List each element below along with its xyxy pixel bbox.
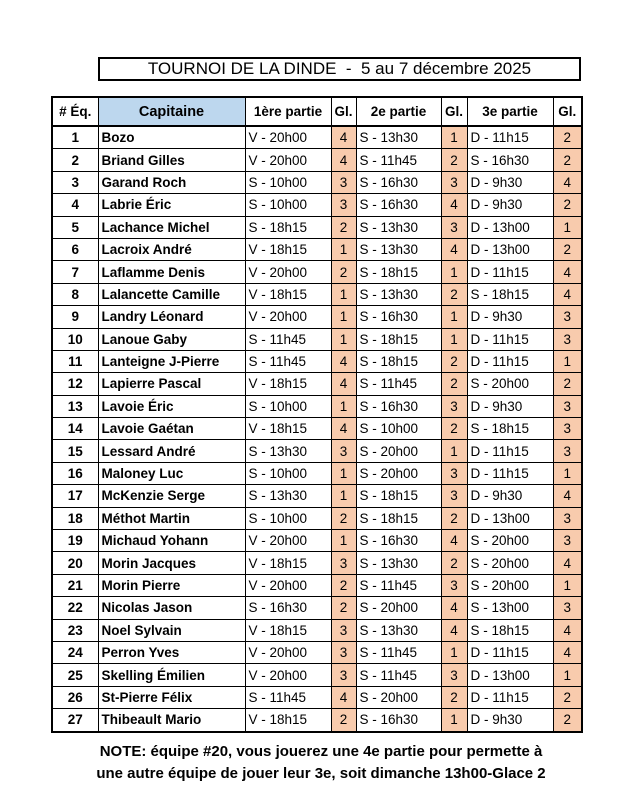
game-1-ice: 4 [331,350,356,372]
game-1-time: V - 18h15 [245,619,331,641]
game-1-time: V - 18h15 [245,373,331,395]
game-3-ice: 1 [553,350,582,372]
captain-name: Bozo [98,126,245,149]
table-row [52,395,582,417]
team-number: 13 [52,395,98,417]
table-row [52,350,582,372]
game-3-time: S - 18h15 [467,418,553,440]
captain-name: Labrie Éric [98,194,245,216]
game-3-ice: 3 [553,306,582,328]
team-number: 9 [52,306,98,328]
game-2-time: S - 13h30 [356,552,441,574]
game-3-ice: 3 [553,597,582,619]
game-1-ice: 1 [331,283,356,305]
team-number: 22 [52,597,98,619]
game-3-time: D - 11h15 [467,462,553,484]
captain-name: Lalancette Camille [98,283,245,305]
game-2-ice: 1 [441,306,467,328]
game-2-time: S - 18h15 [356,328,441,350]
game-2-ice: 1 [441,328,467,350]
team-number: 17 [52,485,98,507]
team-number: 6 [52,238,98,260]
team-number: 21 [52,574,98,596]
team-number: 1 [52,126,98,149]
game-2-time: S - 11h45 [356,641,441,663]
captain-name: Lavoie Gaétan [98,418,245,440]
game-1-time: S - 10h00 [245,507,331,529]
table-row [52,418,582,440]
game-1-time: V - 18h15 [245,709,331,732]
game-2-time: S - 16h30 [356,171,441,193]
header-game-3: 3e partie [467,97,553,126]
header-row [52,97,582,126]
game-3-time: D - 9h30 [467,306,553,328]
game-3-time: S - 20h00 [467,552,553,574]
game-3-time: D - 13h00 [467,238,553,260]
game-2-time: S - 18h15 [356,261,441,283]
game-3-ice: 3 [553,328,582,350]
captain-name: Lanoue Gaby [98,328,245,350]
game-2-time: S - 20h00 [356,440,441,462]
team-number: 11 [52,350,98,372]
game-1-ice: 3 [331,641,356,663]
game-2-time: S - 20h00 [356,597,441,619]
game-3-time: D - 9h30 [467,709,553,732]
game-2-ice: 3 [441,664,467,686]
game-3-time: D - 11h15 [467,126,553,149]
game-1-time: V - 20h00 [245,126,331,149]
game-1-time: V - 18h15 [245,283,331,305]
game-3-ice: 2 [553,686,582,708]
game-2-time: S - 11h45 [356,574,441,596]
game-1-ice: 1 [331,485,356,507]
game-1-ice: 3 [331,194,356,216]
game-2-ice: 1 [441,440,467,462]
game-3-ice: 1 [553,462,582,484]
game-1-ice: 4 [331,373,356,395]
game-3-time: D - 11h15 [467,641,553,663]
game-1-time: S - 11h45 [245,350,331,372]
game-1-time: S - 10h00 [245,395,331,417]
game-1-time: V - 20h00 [245,530,331,552]
game-3-ice: 3 [553,440,582,462]
game-1-time: S - 11h45 [245,328,331,350]
game-3-ice: 2 [553,373,582,395]
header-team-number: # Éq. [52,97,98,126]
team-number: 14 [52,418,98,440]
game-3-time: S - 13h00 [467,597,553,619]
table-row [52,373,582,395]
game-1-time: S - 10h00 [245,462,331,484]
game-1-ice: 3 [331,552,356,574]
game-3-time: S - 18h15 [467,619,553,641]
game-3-time: S - 18h15 [467,283,553,305]
game-3-ice: 2 [553,126,582,149]
game-2-time: S - 20h00 [356,462,441,484]
game-1-ice: 2 [331,261,356,283]
page-title: TOURNOI DE LA DINDE - 5 au 7 décembre 2025 [98,57,581,81]
captain-name: St-Pierre Félix [98,686,245,708]
team-number: 20 [52,552,98,574]
game-3-time: D - 11h15 [467,350,553,372]
team-number: 5 [52,216,98,238]
game-2-time: S - 18h15 [356,350,441,372]
game-1-time: V - 20h00 [245,574,331,596]
team-number: 24 [52,641,98,663]
team-number: 23 [52,619,98,641]
game-3-ice: 3 [553,418,582,440]
table-row [52,485,582,507]
table-row [52,328,582,350]
game-1-ice: 3 [331,664,356,686]
schedule-table [51,96,583,733]
game-1-ice: 4 [331,126,356,149]
game-2-time: S - 13h30 [356,216,441,238]
game-1-ice: 4 [331,686,356,708]
game-1-time: V - 18h15 [245,552,331,574]
game-2-ice: 4 [441,194,467,216]
table-row [52,664,582,686]
game-1-time: S - 16h30 [245,597,331,619]
team-number: 18 [52,507,98,529]
game-2-time: S - 20h00 [356,686,441,708]
game-2-time: S - 10h00 [356,418,441,440]
game-1-time: V - 20h00 [245,664,331,686]
game-3-ice: 3 [553,395,582,417]
captain-name: Lachance Michel [98,216,245,238]
captain-name: Skelling Émilien [98,664,245,686]
table-row [52,574,582,596]
game-1-time: V - 18h15 [245,238,331,260]
header-game-1: 1ère partie [245,97,331,126]
table-row [52,194,582,216]
team-number: 4 [52,194,98,216]
game-1-time: V - 20h00 [245,306,331,328]
captain-name: Noel Sylvain [98,619,245,641]
captain-name: Morin Jacques [98,552,245,574]
game-2-time: S - 13h30 [356,126,441,149]
captain-name: Michaud Yohann [98,530,245,552]
table-row [52,619,582,641]
table-row [52,552,582,574]
game-2-ice: 4 [441,238,467,260]
game-3-ice: 4 [553,485,582,507]
table-row [52,709,582,732]
game-3-ice: 4 [553,171,582,193]
game-1-ice: 2 [331,597,356,619]
captain-name: Lessard André [98,440,245,462]
captain-name: Lanteigne J-Pierre [98,350,245,372]
table-row [52,597,582,619]
team-number: 12 [52,373,98,395]
captain-name: Thibeault Mario [98,709,245,732]
captain-name: Briand Gilles [98,149,245,171]
game-1-ice: 1 [331,395,356,417]
table-row [52,641,582,663]
game-1-ice: 2 [331,507,356,529]
game-3-ice: 1 [553,216,582,238]
game-3-ice: 4 [553,619,582,641]
table-row [52,686,582,708]
game-3-ice: 4 [553,552,582,574]
game-3-ice: 1 [553,664,582,686]
game-3-ice: 3 [553,530,582,552]
game-1-time: S - 10h00 [245,171,331,193]
game-1-ice: 1 [331,462,356,484]
team-number: 19 [52,530,98,552]
game-3-time: D - 9h30 [467,171,553,193]
game-2-ice: 2 [441,373,467,395]
game-1-ice: 1 [331,238,356,260]
game-2-time: S - 16h30 [356,306,441,328]
game-2-ice: 3 [441,462,467,484]
game-2-ice: 1 [441,709,467,732]
team-number: 25 [52,664,98,686]
header-ice-3: Gl. [553,97,582,126]
note-line-1: NOTE: équipe #20, vous jouerez une 4e partie pour permette à [99,743,543,760]
captain-name: Lavoie Éric [98,395,245,417]
game-3-time: D - 11h15 [467,328,553,350]
game-2-ice: 3 [441,485,467,507]
game-3-ice: 4 [553,283,582,305]
table-row [52,283,582,305]
table-row [52,238,582,260]
game-1-ice: 4 [331,149,356,171]
game-3-time: D - 9h30 [467,194,553,216]
game-3-ice: 2 [553,149,582,171]
game-2-ice: 1 [441,641,467,663]
captain-name: Maloney Luc [98,462,245,484]
captain-name: Perron Yves [98,641,245,663]
game-2-ice: 3 [441,395,467,417]
table-row [52,171,582,193]
game-3-ice: 2 [553,194,582,216]
game-3-ice: 2 [553,238,582,260]
game-1-time: S - 18h15 [245,216,331,238]
table-row [52,126,582,149]
game-2-ice: 2 [441,418,467,440]
game-1-time: V - 20h00 [245,261,331,283]
team-number: 2 [52,149,98,171]
game-2-ice: 3 [441,216,467,238]
game-2-ice: 1 [441,261,467,283]
game-2-ice: 3 [441,171,467,193]
game-3-ice: 3 [553,507,582,529]
header-game-2: 2e partie [356,97,441,126]
team-number: 16 [52,462,98,484]
captain-name: Lacroix André [98,238,245,260]
captain-name: Morin Pierre [98,574,245,596]
table-row [52,149,582,171]
team-number: 27 [52,709,98,732]
game-1-ice: 1 [331,530,356,552]
game-1-time: V - 18h15 [245,418,331,440]
game-2-time: S - 18h15 [356,507,441,529]
game-3-ice: 1 [553,574,582,596]
game-3-time: D - 9h30 [467,485,553,507]
game-3-time: D - 13h00 [467,664,553,686]
game-2-time: S - 13h30 [356,283,441,305]
game-3-time: D - 11h15 [467,261,553,283]
game-2-time: S - 13h30 [356,238,441,260]
team-number: 3 [52,171,98,193]
game-1-ice: 2 [331,574,356,596]
table-row [52,530,582,552]
game-3-time: D - 13h00 [467,216,553,238]
captain-name: McKenzie Serge [98,485,245,507]
game-3-time: S - 20h00 [467,574,553,596]
table-row [52,440,582,462]
captain-name: Garand Roch [98,171,245,193]
game-3-time: S - 20h00 [467,530,553,552]
game-2-time: S - 11h45 [356,149,441,171]
game-2-ice: 2 [441,350,467,372]
table-row [52,216,582,238]
game-2-time: S - 11h45 [356,373,441,395]
table-row [52,261,582,283]
game-3-time: D - 9h30 [467,395,553,417]
game-2-ice: 2 [441,283,467,305]
game-2-ice: 1 [441,126,467,149]
game-2-ice: 4 [441,619,467,641]
team-number: 7 [52,261,98,283]
game-3-time: D - 11h15 [467,440,553,462]
table-row [52,306,582,328]
game-2-ice: 3 [441,574,467,596]
game-1-ice: 1 [331,306,356,328]
header-captain: Capitaine [98,97,245,126]
game-2-time: S - 13h30 [356,619,441,641]
game-1-ice: 4 [331,418,356,440]
captain-name: Lapierre Pascal [98,373,245,395]
game-3-time: S - 20h00 [467,373,553,395]
game-2-time: S - 16h30 [356,395,441,417]
captain-name: Laflamme Denis [98,261,245,283]
game-2-time: S - 16h30 [356,530,441,552]
game-1-ice: 2 [331,216,356,238]
game-1-time: V - 20h00 [245,149,331,171]
team-number: 26 [52,686,98,708]
game-3-time: S - 16h30 [467,149,553,171]
captain-name: Landry Léonard [98,306,245,328]
game-3-ice: 4 [553,261,582,283]
note-line-2: une autre équipe de jouer leur 3e, soit dimanche 13h00-Glace 2 [96,765,546,782]
game-1-time: S - 11h45 [245,686,331,708]
game-1-ice: 2 [331,709,356,732]
captain-name: Méthot Martin [98,507,245,529]
game-3-ice: 4 [553,641,582,663]
team-number: 8 [52,283,98,305]
captain-name: Nicolas Jason [98,597,245,619]
game-2-time: S - 16h30 [356,709,441,732]
game-2-ice: 4 [441,597,467,619]
game-2-time: S - 16h30 [356,194,441,216]
game-1-ice: 1 [331,328,356,350]
game-2-ice: 2 [441,552,467,574]
table-row [52,462,582,484]
game-2-time: S - 18h15 [356,485,441,507]
game-2-ice: 2 [441,507,467,529]
game-1-ice: 3 [331,171,356,193]
game-2-time: S - 11h45 [356,664,441,686]
game-1-time: S - 13h30 [245,440,331,462]
team-number: 10 [52,328,98,350]
game-3-time: D - 11h15 [467,686,553,708]
game-2-ice: 2 [441,149,467,171]
game-1-time: S - 13h30 [245,485,331,507]
game-2-ice: 4 [441,530,467,552]
game-1-time: S - 10h00 [245,194,331,216]
header-ice-1: Gl. [331,97,356,126]
header-ice-2: Gl. [441,97,467,126]
note [0,741,642,785]
schedule-body [52,126,582,732]
game-3-ice: 2 [553,709,582,732]
game-1-time: V - 20h00 [245,641,331,663]
game-3-time: D - 13h00 [467,507,553,529]
game-1-ice: 3 [331,619,356,641]
game-1-ice: 3 [331,440,356,462]
game-2-ice: 2 [441,686,467,708]
table-row [52,507,582,529]
team-number: 15 [52,440,98,462]
